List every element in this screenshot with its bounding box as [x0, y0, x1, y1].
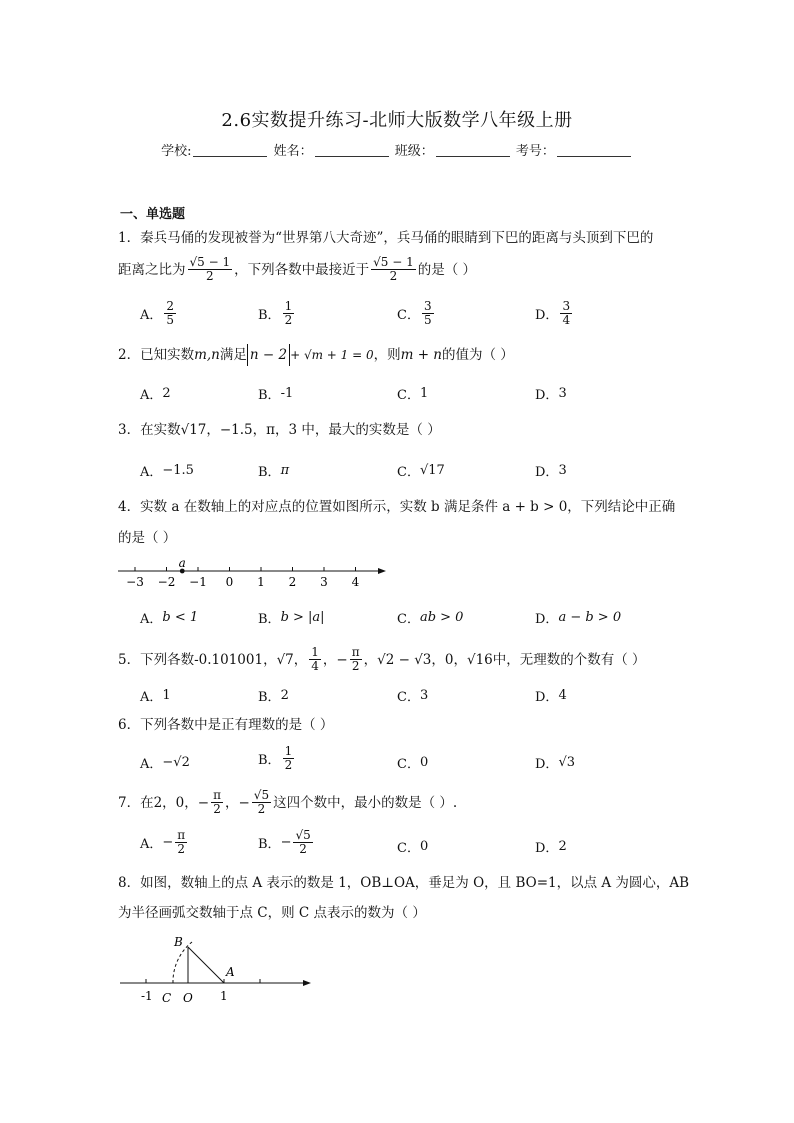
q5-text-a: 5．下列各数-0.101001，√7，	[118, 651, 308, 668]
q2-text-a: 2．已知实数	[118, 347, 195, 363]
q2-stem	[118, 344, 514, 366]
option-value: -1	[280, 386, 294, 401]
q2-vars: m,n	[194, 347, 220, 363]
q2-option-c[interactable]	[397, 384, 428, 403]
q1-option-d[interactable]	[535, 300, 574, 327]
label-b: B	[174, 935, 183, 949]
q7-option-b[interactable]	[258, 829, 315, 856]
axis-arrow-icon	[378, 568, 386, 574]
q3-option-a[interactable]	[140, 461, 194, 480]
q1-fraction-2	[371, 256, 416, 283]
q5-option-b[interactable]	[258, 686, 289, 705]
option-value: √3	[558, 755, 575, 770]
q5-stem	[118, 646, 646, 673]
q4-line2: 的是（ ）	[118, 530, 177, 546]
q6-option-b[interactable]	[258, 745, 296, 772]
q5-frac1-den: 4	[311, 659, 319, 673]
class-blank[interactable]	[436, 144, 510, 157]
q2-text-d: 的值为（ ）	[442, 347, 514, 363]
option-label: D．	[535, 465, 559, 480]
q2-option-d[interactable]	[535, 384, 567, 403]
q7-text-c: 这四个数中，最小的数是（ ）.	[273, 794, 458, 811]
option-label: C．	[397, 388, 420, 403]
label-c: C	[162, 991, 172, 1005]
q7-frac2-den: 2	[257, 802, 266, 816]
option-den: 2	[284, 313, 293, 327]
q1-text-a: 距离之比为	[118, 261, 186, 278]
axis-tick-label: −3	[126, 575, 144, 589]
label-a: A	[226, 965, 235, 979]
option-value: 1	[419, 386, 429, 401]
option-sign: −	[280, 835, 292, 850]
option-label: D．	[535, 841, 559, 856]
option-label: B．	[258, 612, 281, 627]
option-num: 3	[423, 299, 432, 313]
q4-number-line	[110, 556, 400, 590]
q6-option-a[interactable]	[140, 753, 190, 772]
q7-text-b: ，−	[224, 794, 250, 811]
q1-text-b: ，下列各数中最接近于	[234, 261, 370, 278]
option-value: √17	[419, 463, 445, 478]
q5-frac1-num: 1	[311, 645, 319, 659]
option-label: B．	[258, 753, 281, 768]
axis-tick-label: 1	[257, 575, 265, 589]
option-sign: −	[162, 835, 174, 850]
point-a-label: a	[178, 556, 186, 570]
option-den: 5	[166, 313, 175, 327]
class-label: 班级：	[394, 144, 434, 159]
page-title: 2.6实数提升练习-北师大版数学八年级上册	[221, 110, 573, 131]
q1-option-c[interactable]	[397, 300, 436, 327]
axis-ticks	[126, 567, 360, 589]
q8-line2: 为半径画弧交数轴于点 C，则 C 点表示的数为（ ）	[118, 905, 426, 921]
q7-frac2-num: √5	[253, 788, 270, 802]
q6-option-d[interactable]	[535, 753, 575, 772]
student-info-row	[0, 140, 794, 159]
option-value: 4	[558, 688, 567, 703]
q5-frac2-num: π	[351, 645, 360, 659]
label-one: 1	[220, 989, 228, 1003]
q1-frac1-num: √5 − 1	[189, 255, 231, 269]
segment-ab	[188, 947, 224, 983]
option-den: 2	[284, 758, 293, 772]
q7-frac1-num: π	[213, 788, 221, 802]
option-label: B．	[258, 308, 281, 323]
q2-option-b[interactable]	[258, 384, 293, 403]
q5-text-b: ，−	[322, 651, 348, 668]
label-minus-one: -1	[141, 989, 153, 1003]
option-label: C．	[397, 841, 420, 856]
option-label: A．	[140, 837, 163, 852]
axis-tick-label: −2	[157, 575, 176, 589]
option-num: 2	[166, 299, 175, 313]
option-value: 2	[162, 386, 171, 401]
option-label: D．	[535, 690, 559, 705]
q7-fraction-1	[211, 789, 223, 816]
option-label: B．	[258, 837, 281, 852]
option-value: 0	[419, 839, 429, 854]
option-den: 2	[299, 842, 307, 856]
axis-arrow-icon	[303, 980, 311, 986]
option-value: 2	[558, 839, 567, 854]
school-blank[interactable]	[193, 144, 267, 157]
q5-text-c: ，√2 − √3，0，√16中，无理数的个数有（ ）	[363, 651, 646, 668]
q2-option-a[interactable]	[140, 384, 171, 403]
option-den: 5	[423, 313, 432, 327]
q3-option-b[interactable]	[258, 461, 289, 480]
q4-option-a[interactable]	[140, 608, 198, 627]
option-label: A．	[140, 465, 163, 480]
q3-option-d[interactable]	[535, 461, 567, 480]
option-num: 1	[284, 299, 293, 313]
option-value: −√2	[162, 755, 190, 770]
option-label: A．	[140, 690, 163, 705]
option-value: 2	[280, 688, 289, 703]
option-value: 3	[558, 386, 567, 401]
option-label: D．	[535, 388, 559, 403]
q5-fraction-2	[350, 646, 362, 673]
option-label: A．	[140, 388, 163, 403]
option-label: D．	[535, 757, 559, 772]
axis-tick-label: −1	[189, 575, 207, 589]
option-num: π	[177, 828, 186, 842]
option-label: C．	[397, 690, 420, 705]
q1-line1: 1．秦兵马俑的发现被誉为“世界第八大奇迹”，兵马俑的眼睛到下巴的距离与头顶到下巴的	[118, 230, 654, 246]
option-label: B．	[258, 690, 281, 705]
option-value: π	[280, 463, 290, 478]
option-label: B．	[258, 388, 281, 403]
option-value: 3	[419, 688, 429, 703]
q4-option-c[interactable]	[397, 608, 463, 627]
q2-expr-rest: + √m + 1 = 0	[290, 348, 374, 362]
q7-option-c[interactable]	[397, 837, 428, 856]
q8-figure	[110, 930, 320, 1010]
q1-line2	[118, 256, 476, 283]
q7-fraction-2	[252, 789, 271, 816]
school-label: 学校:	[161, 144, 192, 159]
name-label: 姓名：	[273, 144, 313, 159]
q7-frac1-den: 2	[213, 802, 221, 816]
q7-option-a[interactable]	[140, 829, 189, 856]
option-label: C．	[397, 465, 420, 480]
option-label: C．	[397, 612, 420, 627]
q1-option-a[interactable]	[140, 300, 178, 327]
q5-frac2-den: 2	[351, 659, 360, 673]
q3-stem: 3．在实数√17，−1.5，π，3 中，最大的实数是（ ）	[118, 422, 441, 438]
q2-text-b: 满足	[219, 347, 247, 363]
exam-no-blank[interactable]	[557, 144, 631, 157]
option-num: 3	[562, 299, 571, 313]
option-label: B．	[258, 465, 281, 480]
q1-text-c: 的是（ ）	[417, 261, 477, 278]
q3-option-c[interactable]	[397, 461, 445, 480]
section-title: 一、单选题	[120, 207, 186, 222]
option-num: √5	[295, 828, 311, 842]
q1-option-b[interactable]	[258, 300, 296, 327]
q1-frac1-den: 2	[205, 269, 214, 283]
option-label: A．	[140, 612, 163, 627]
q2-text-c: ，则	[373, 347, 401, 363]
q2-sum: m + n	[400, 347, 442, 363]
q4-line1: 4．实数 a 在数轴上的对应点的位置如图所示，实数 b 满足条件 a + b > 0，下列结论中正确	[118, 499, 676, 515]
q2-abs-expr: n − 2	[247, 344, 290, 366]
q7-text-a: 7．在2，0，−	[118, 794, 210, 811]
option-label: C．	[397, 757, 420, 772]
q8-line1: 8．如图，数轴上的点 A 表示的数是 1，OB⊥OA，垂足为 O，且 BO=1，以点 A 为圆心，AB	[118, 875, 690, 891]
axis-tick-label: 4	[351, 575, 360, 589]
label-o: O	[183, 991, 193, 1005]
q1-frac2-num: √5 − 1	[373, 255, 414, 269]
q5-fraction-1	[309, 646, 321, 673]
option-value: b > |a|	[280, 610, 325, 625]
q7-stem	[118, 789, 457, 816]
option-label: A．	[140, 308, 163, 323]
axis-tick-label: 2	[288, 575, 297, 589]
option-value: 1	[162, 688, 171, 703]
option-label: C．	[397, 308, 420, 323]
option-value: a − b > 0	[558, 610, 622, 625]
q5-option-c[interactable]	[397, 686, 428, 705]
option-value: −1.5	[162, 463, 194, 478]
option-num: 1	[284, 744, 293, 758]
q5-option-a[interactable]	[140, 686, 171, 705]
q6-stem: 6．下列各数中是正有理数的是（ ）	[118, 717, 334, 733]
option-value: 0	[419, 755, 429, 770]
q4-option-d[interactable]	[535, 608, 621, 627]
option-label: A．	[140, 757, 163, 772]
q1-frac2-den: 2	[389, 269, 398, 283]
name-blank[interactable]	[315, 144, 389, 157]
option-label: D．	[535, 308, 559, 323]
axis-tick-label: 3	[320, 575, 328, 589]
q5-option-d[interactable]	[535, 686, 567, 705]
q6-option-c[interactable]	[397, 753, 428, 772]
option-label: D．	[535, 612, 559, 627]
q4-option-b[interactable]	[258, 608, 325, 627]
exam-no-label: 考号：	[515, 144, 555, 159]
option-den: 4	[562, 313, 571, 327]
option-den: 2	[177, 842, 186, 856]
option-value: b < 1	[162, 610, 199, 625]
axis-tick-label: 0	[225, 575, 234, 589]
option-value: 3	[558, 463, 567, 478]
q1-fraction-1	[188, 256, 233, 283]
option-value: ab > 0	[419, 610, 464, 625]
q7-option-d[interactable]	[535, 837, 567, 856]
